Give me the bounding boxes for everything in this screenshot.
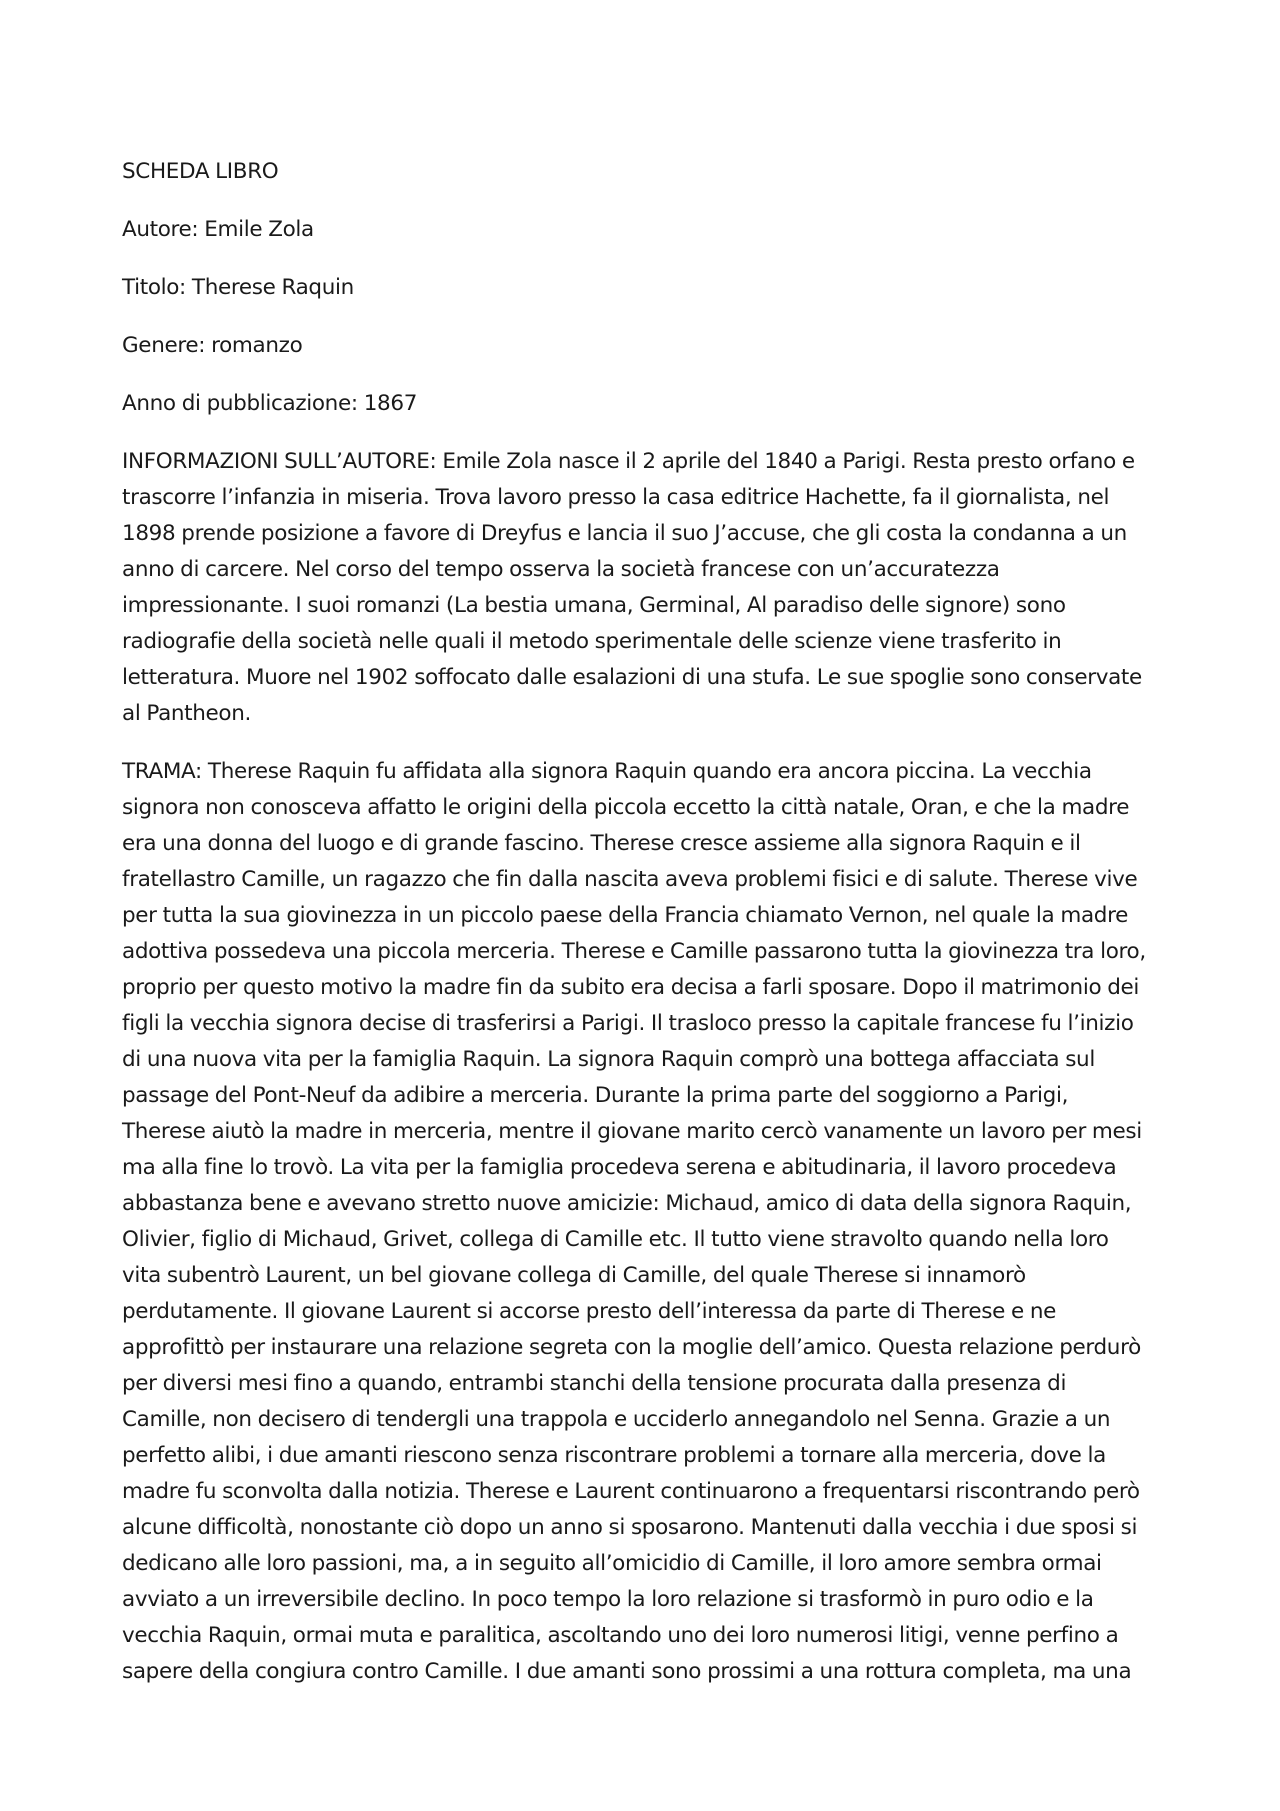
plot-line: Camille, non decisero di tendergli una trappola e ucciderlo annegandolo nel Senna. Grazie a un	[122, 1407, 1111, 1432]
plot-line: signora non conosceva affatto le origini della piccola eccetto la città natale, Oran, e che la madre	[122, 795, 1130, 820]
plot-line: dedicano alle loro passioni, ma, a in seguito all’omicidio di Camille, il loro amore sembra ormai	[122, 1551, 1102, 1576]
plot-line: di una nuova vita per la famiglia Raquin. La signora Raquin comprò una bottega affacciata sul	[122, 1047, 1095, 1072]
author-info-line: anno di carcere. Nel corso del tempo osserva la società francese con un’accuratezza	[122, 557, 1000, 582]
plot-line: madre fu sconvolta dalla notizia. Therese e Laurent continuarono a frequentarsi riscontrando però	[122, 1479, 1140, 1504]
plot-line: era una donna del luogo e di grande fascino. Therese cresce assieme alla signora Raquin e il	[122, 831, 1081, 856]
plot-line: alcune difficoltà, nonostante ciò dopo un anno si sposarono. Mantenuti dalla vecchia i due sposi si	[122, 1515, 1138, 1540]
author-info-line: INFORMAZIONI SULL’AUTORE: Emile Zola nasce il 2 aprile del 1840 a Parigi. Resta presto orfano e	[122, 449, 1135, 474]
author-info-line: impressionante. I suoi romanzi (La bestia umana, Germinal, Al paradiso delle signore) sono	[122, 593, 1066, 618]
author-info-line: trascorre l’infanzia in miseria. Trova lavoro presso la casa editrice Hachette, fa il giornalista, nel	[122, 485, 1110, 510]
document-heading: SCHEDA LIBRO	[122, 159, 279, 184]
plot-line: approfittò per instaurare una relazione segreta con la moglie dell’amico. Questa relazione perdurò	[122, 1335, 1141, 1360]
plot-line: ma alla fine lo trovò. La vita per la famiglia procedeva serena e abitudinaria, il lavoro procedeva	[122, 1155, 1117, 1180]
plot-line: abbastanza bene e avevano stretto nuove amicizie: Michaud, amico di data della signora Raquin,	[122, 1191, 1132, 1216]
author-info-line: al Pantheon.	[122, 701, 251, 726]
plot-line: adottiva possedeva una piccola merceria. Therese e Camille passarono tutta la giovinezza tra loro,	[122, 939, 1146, 964]
plot-line: passage del Pont-Neuf da adibire a merceria. Durante la prima parte del soggiorno a Parigi,	[122, 1083, 1069, 1108]
plot-line: fratellastro Camille, un ragazzo che fin dalla nascita aveva problemi fisici e di salute. Therese vive	[122, 867, 1138, 892]
author-line: Autore: Emile Zola	[122, 217, 314, 242]
author-info-line: radiografie della società nelle quali il metodo sperimentale delle scienze viene trasferito in	[122, 629, 1062, 654]
plot-line: proprio per questo motivo la madre fin da subito era decisa a farli sposare. Dopo il matrimonio dei	[122, 975, 1140, 1000]
plot-line: Olivier, figlio di Michaud, Grivet, collega di Camille etc. Il tutto viene stravolto quando nella loro	[122, 1227, 1109, 1252]
plot-line: Therese aiutò la madre in merceria, mentre il giovane marito cercò vanamente un lavoro per mesi	[122, 1119, 1142, 1144]
plot-line: vecchia Raquin, ormai muta e paralitica, ascoltando uno dei loro numerosi litigi, venne perfino a	[122, 1623, 1119, 1648]
author-info-paragraph	[122, 444, 1164, 732]
plot-line: per tutta la sua giovinezza in un piccolo paese della Francia chiamato Vernon, nel quale la madre	[122, 903, 1128, 928]
plot-line: figli la vecchia signora decise di trasferirsi a Parigi. Il trasloco presso la capitale francese fu l’inizio	[122, 1011, 1134, 1036]
author-info-line: 1898 prende posizione a favore di Dreyfus e lancia il suo J’accuse, che gli costa la condanna a un	[122, 521, 1127, 546]
plot-line: vita subentrò Laurent, un bel giovane collega di Camille, del quale Therese si innamorò	[122, 1263, 1026, 1288]
author-info-line: letteratura. Muore nel 1902 soffocato dalle esalazioni di una stufa. Le sue spoglie sono conservate	[122, 665, 1142, 690]
document-page	[122, 154, 1164, 1712]
year-line: Anno di pubblicazione: 1867	[122, 391, 418, 416]
genre-line: Genere: romanzo	[122, 333, 303, 358]
title-line: Titolo: Therese Raquin	[122, 275, 354, 300]
plot-line: perfetto alibi, i due amanti riescono senza riscontrare problemi a tornare alla merceria, dove la	[122, 1443, 1106, 1468]
plot-line: per diversi mesi fino a quando, entrambi stanchi della tensione procurata dalla presenza di	[122, 1371, 1067, 1396]
plot-line: perdutamente. Il giovane Laurent si accorse presto dell’interessa da parte di Therese e ne	[122, 1299, 1057, 1324]
plot-line: TRAMA: Therese Raquin fu affidata alla signora Raquin quando era ancora piccina. La vecchia	[122, 759, 1092, 784]
plot-paragraph	[122, 754, 1164, 1690]
plot-line: avviato a un irreversibile declino. In poco tempo la loro relazione si trasformò in puro odio e la	[122, 1587, 1094, 1612]
plot-line: sapere della congiura contro Camille. I due amanti sono prossimi a una rottura completa, ma una	[122, 1659, 1132, 1684]
